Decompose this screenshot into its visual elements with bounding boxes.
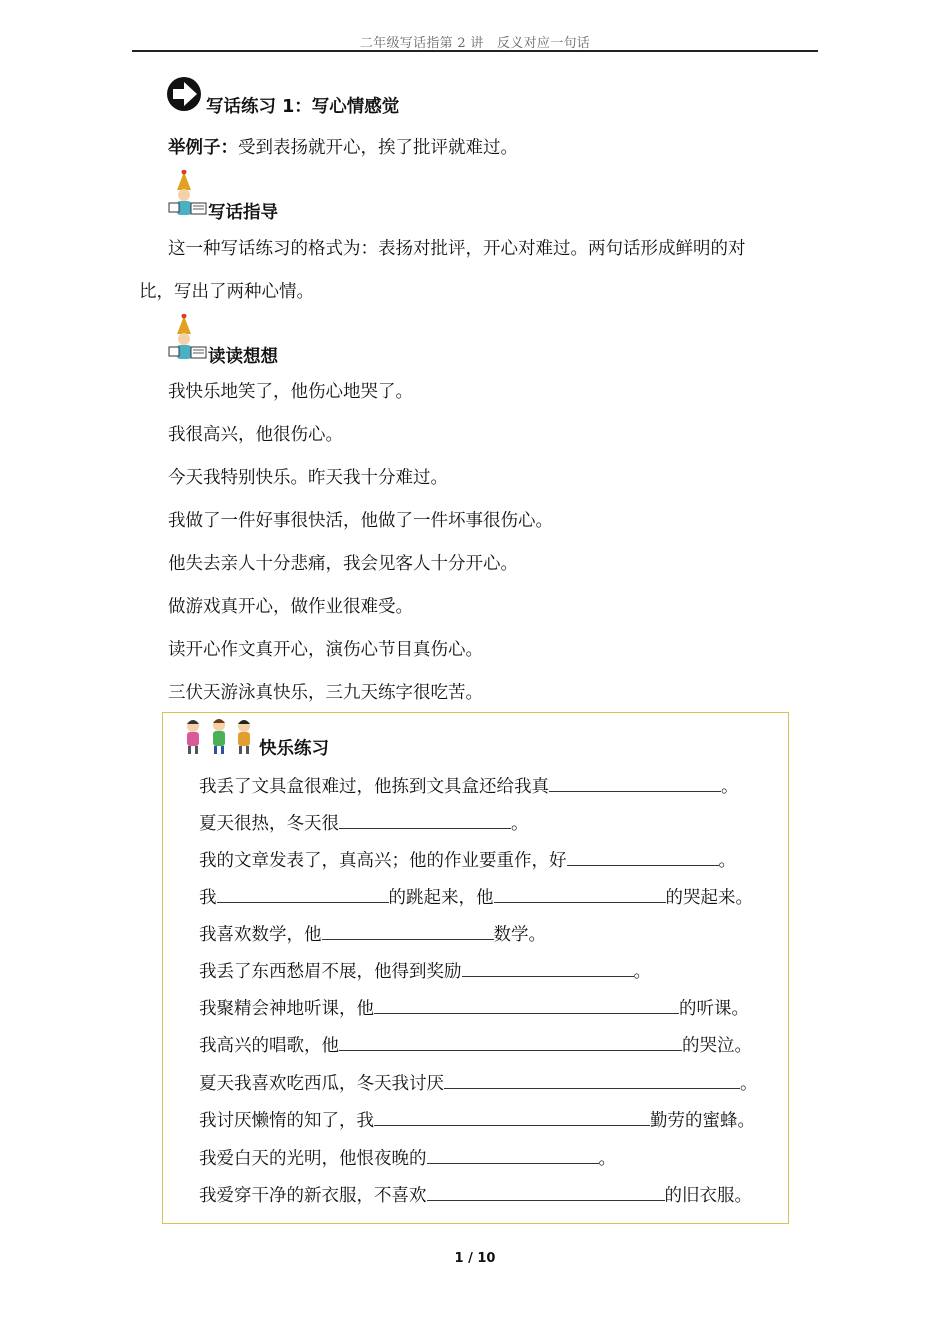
example-label: 举例子： [168, 138, 238, 158]
example-line [168, 134, 518, 159]
reading-line: 我做了一件好事很快活，他做了一件坏事很伤心。 [168, 511, 553, 531]
section1-title: 写话练习 1：写心情感觉 [206, 97, 400, 117]
reading-line: 他失去亲人十分悲痛，我会见客人十分开心。 [168, 554, 518, 574]
reading-child-icon [166, 170, 208, 218]
answer-blank[interactable] [217, 888, 389, 903]
answer-blank[interactable] [374, 999, 679, 1014]
guide-line-2: 比，写出了两种心情。 [139, 282, 314, 302]
guide-title: 写话指导 [208, 203, 278, 223]
reading-line: 我很高兴，他很伤心。 [168, 425, 343, 445]
practice-item: 夏天很热，冬天很 。 [199, 814, 529, 834]
answer-blank[interactable] [374, 1111, 650, 1126]
practice-item: 我讨厌懒惰的知了，我 勤劳的蜜蜂。 [199, 1111, 755, 1131]
practice-item: 我爱穿干净的新衣服，不喜欢 的旧衣服。 [199, 1186, 752, 1206]
practice-item: 我爱白天的光明，他恨夜晚的 。 [199, 1149, 616, 1169]
answer-blank[interactable] [444, 1074, 740, 1089]
practice-item: 我聚精会神地听课，他 的听课。 [199, 999, 749, 1019]
reading-line: 做游戏真开心，做作业很难受。 [168, 597, 413, 617]
reading-title: 读读想想 [208, 347, 278, 367]
three-children-icon [180, 716, 258, 756]
page-number: 1 / 10 [454, 1251, 496, 1266]
reading-child-icon [166, 314, 208, 362]
guide-line-1: 这一种写话练习的格式为：表扬对批评，开心对难过。两句话形成鲜明的对 [168, 239, 746, 259]
answer-blank[interactable] [427, 1149, 599, 1164]
example-text: 受到表扬就开心，挨了批评就难过。 [238, 138, 518, 158]
answer-blank[interactable] [549, 777, 721, 792]
answer-blank[interactable] [339, 1036, 682, 1051]
practice-item: 我丢了东西愁眉不展，他得到奖励 。 [199, 962, 651, 982]
reading-line: 我快乐地笑了，他伤心地哭了。 [168, 382, 413, 402]
answer-blank[interactable] [427, 1186, 665, 1201]
practice-item: 我高兴的唱歌，他 的哭泣。 [199, 1036, 752, 1056]
answer-blank[interactable] [339, 814, 511, 829]
page-header: 二年级写话指第 2 讲 反义对应一句话 [359, 36, 591, 51]
reading-line: 三伏天游泳真快乐，三九天练字很吃苦。 [168, 683, 483, 703]
answer-blank[interactable] [494, 888, 666, 903]
answer-blank[interactable] [567, 851, 719, 866]
practice-item: 我丢了文具盒很难过，他拣到文具盒还给我真 。 [199, 777, 739, 797]
answer-blank[interactable] [322, 925, 494, 940]
arrow-circle-icon [164, 75, 206, 113]
practice-item: 夏天我喜欢吃西瓜，冬天我讨厌 。 [199, 1074, 758, 1094]
reading-line: 读开心作文真开心，演伤心节目真伤心。 [168, 640, 483, 660]
practice-item: 我 的跳起来，他 的哭起来。 [199, 888, 753, 908]
practice-item: 我喜欢数学，他 数学。 [199, 925, 546, 945]
header-divider [132, 50, 818, 52]
reading-line: 今天我特别快乐。昨天我十分难过。 [168, 468, 448, 488]
answer-blank[interactable] [462, 962, 634, 977]
practice-title: 快乐练习 [259, 739, 329, 759]
practice-item: 我的文章发表了，真高兴；他的作业要重作，好 。 [199, 851, 736, 871]
